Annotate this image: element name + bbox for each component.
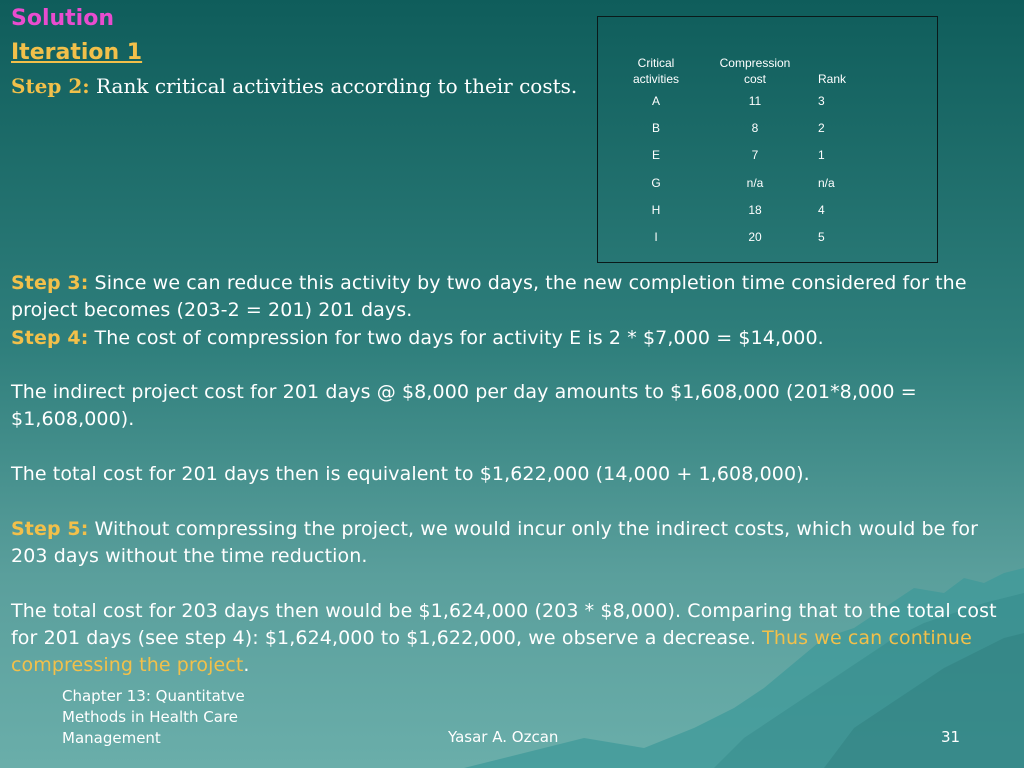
cell-activity: A [651,93,660,108]
header-cost-line1: Compression [719,56,791,70]
header-cost-line2: cost [743,72,766,86]
total-203-text: The total cost for 203 days then would be $1,624,000 (203 * $8,000). Comparing that to the total cost for 201 days (see step 4): $1,624,000 to $1,622,000, we observe a decrease. [11,599,997,649]
cell-cost: 8 [751,120,759,135]
footer-chapter: Chapter 13: Quantitatve Methods in Health Care Management [62,687,245,747]
step4-label: Step 4: [11,326,89,349]
step3-text: Since we can reduce this activity by two days, the new completion time considered for the project becomes (203-2 = 201) 201 days. [11,272,967,322]
header-rank-text: Rank [818,72,847,86]
cell-rank: 1 [818,148,825,163]
table-header-row [612,47,848,87]
cell-rank: 2 [818,120,825,135]
cell-activity: I [654,230,658,245]
header-activities-line1: Critical [637,56,675,70]
step2-line [11,74,577,98]
cell-activity: E [651,148,660,163]
step5-paragraph [11,516,1016,571]
step2-text: Rank critical activities according to their costs. [96,74,578,98]
table-row [612,142,848,169]
cell-rank: n/a [818,175,835,190]
cell-cost: 20 [748,230,762,245]
total-203-paragraph [11,598,1016,680]
cell-activity: G [651,175,661,190]
step5-label: Step 5: [11,517,89,540]
cell-cost: 18 [748,202,762,217]
table-row [612,87,848,114]
cell-cost: n/a [746,175,764,190]
table-row [612,114,848,141]
conclusion-text: Thus we can continue compressing the project [11,626,972,677]
header-critical-activities [612,47,700,87]
body-text [11,270,1016,679]
header-compression-cost [700,47,810,87]
indirect-cost-paragraph: The indirect project cost for 201 days @ $8,000 per day amounts to $1,608,000 (201*8,000 = $1,608,000). [11,381,917,431]
cell-cost: 7 [751,148,759,163]
conclusion-period: . [243,654,250,677]
iteration-heading: Iteration 1 [11,40,143,65]
cell-rank: 5 [818,230,825,245]
step5-text: Without compressing the project, we would incur only the indirect costs, which would be for 203 days without the time reduction. [11,517,979,567]
ranking-table [612,47,848,251]
cell-activity: B [651,120,660,135]
step4-paragraph [11,325,1016,352]
cell-activity: H [651,202,661,217]
step2-label: Step 2: [11,74,90,98]
step4-text: The cost of compression for two days for activity E is 2 * $7,000 = $14,000. [88,326,824,349]
total-201-paragraph: The total cost for 201 days then is equivalent to $1,622,000 (14,000 + 1,608,000). [11,463,810,486]
table-row [612,196,848,223]
cell-rank: 4 [818,202,825,217]
footer-page-number: 31 [941,728,961,746]
ranking-table-box [597,16,938,263]
cell-rank: 3 [818,93,825,108]
solution-heading: Solution [11,6,114,31]
table-row [612,223,848,250]
step3-paragraph [11,270,1016,325]
table-row [612,169,848,196]
footer-author: Yasar A. Ozcan [448,728,559,746]
header-rank [810,47,848,87]
cell-cost: 11 [748,93,762,108]
header-activities-line2: activities [632,72,679,86]
step3-label: Step 3: [11,272,89,294]
